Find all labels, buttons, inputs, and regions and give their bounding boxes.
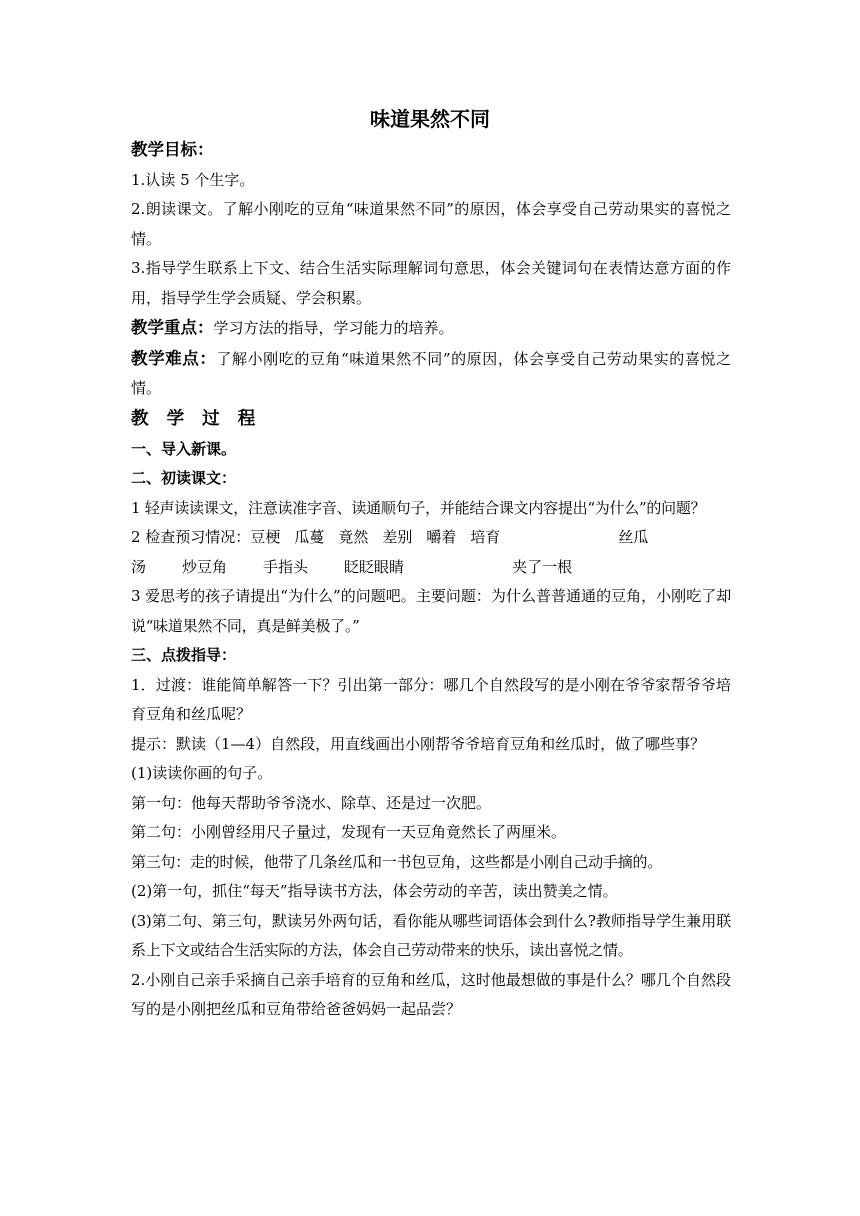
- section2-item-2-cont: [131, 553, 731, 583]
- section2-item-2: [131, 523, 731, 553]
- section3-item-1: 1．过渡：谁能简单解答一下？引出第一部分：哪几个自然段写的是小刚在爷爷家帮爷爷培育豆角和丝瓜呢？: [131, 675, 731, 723]
- vocab-word: 豆梗: [250, 528, 281, 546]
- vocab-word: 瓜蔓: [294, 528, 325, 546]
- vocab-word: 眨眨眼睛: [344, 557, 405, 576]
- section3-sub-3: (3)第二句、第三句，默读另外两句话，看你能从哪些词语体会到什么?教师指导学生兼用联系上下文或结合生活实际的方法，体会自己劳动带来的快乐，读出喜悦之情。: [131, 911, 731, 959]
- section2-heading: [131, 464, 731, 494]
- sentence-3: 第三句：走的时候，他带了几条丝瓜和一书包豆角，这些都是小刚自己动手摘的。: [131, 852, 663, 871]
- section3-hint: 提示：默读（1—4）自然段，用直线画出小刚帮爷爷培育豆角和丝瓜时，做了哪些事？: [131, 734, 706, 753]
- objective-item-2: 2.朗读课文。了解小刚吃的豆角“味道果然不同”的原因，体会享受自己劳动果实的喜悦之情。: [131, 200, 731, 248]
- sentence-1: 第一句：他每天帮助爷爷浇水、除草、还是过一次肥。: [131, 793, 492, 812]
- vocab-word: 丝瓜: [618, 528, 649, 546]
- vocab-word: 手指头: [263, 557, 309, 576]
- section2-heading-text: 二、初读课文：: [131, 469, 237, 487]
- vocab-word: 嚼着: [426, 528, 457, 546]
- section3-item-2: 2.小刚自己亲手采摘自己亲手培育的豆角和丝瓜，这时他最想做的事是什么？哪几个自然段写的是小刚把丝瓜和豆角带给爸爸妈妈一起品尝？: [131, 970, 731, 1018]
- section1-heading-text: 一、导入新课。: [131, 439, 237, 458]
- vocab-word: 夹了一根: [512, 557, 573, 576]
- section3-heading-text: 三、点拨指导：: [131, 646, 237, 664]
- objective-item-3: 3.指导学生联系上下文、结合生活实际理解词句意思，体会关键词句在表情达意方面的作用，指导学生学会质疑、学会积累。: [131, 259, 731, 307]
- sentence-2: 第二句：小刚曾经用尺子量过，发现有一天豆角竟然长了两厘米。: [131, 823, 567, 841]
- section2-item-3: 3 爱思考的孩子请提出“为什么”的问题吧。主要问题：为什么普普通通的豆角，小刚吃了却说“味道果然不同，真是鲜美极了。”: [131, 587, 731, 635]
- key-point: [131, 313, 731, 344]
- difficulty-text: 了解小刚吃的豆角“味道果然不同”的原因，体会享受自己劳动果实的喜悦之情。: [131, 349, 732, 397]
- objectives-heading-text: 教学目标：: [131, 140, 214, 159]
- vocab-word: 炒豆角: [182, 557, 228, 576]
- key-point-label: 教学重点：: [131, 318, 214, 337]
- vocab-word: 培育: [470, 528, 501, 546]
- vocab-word: 竟然: [338, 528, 369, 546]
- objective-item-1: 1.认读 5 个生字。: [131, 170, 255, 189]
- process-heading: 教 学 过 程: [131, 408, 262, 429]
- section2-item-1: 1 轻声读读课文，注意读准字音、读通顺句子，并能结合课文内容提出“为什么”的问题？: [131, 498, 706, 517]
- section3-heading: [131, 641, 731, 671]
- vocab-word: 差别: [382, 528, 413, 546]
- vocab-word: 汤: [131, 557, 147, 576]
- section1-heading: [131, 435, 731, 465]
- document-body: [131, 135, 731, 1025]
- difficulty: [131, 344, 731, 404]
- difficulty-label: 教学难点：: [131, 348, 217, 368]
- section3-sub-2: (2)第一句，抓住“每天”指导读书方法，体会劳动的辛苦，读出赞美之情。: [131, 882, 618, 900]
- section3-sub-1: (1)读读你画的句子。: [131, 764, 273, 782]
- objectives-heading: [131, 135, 731, 166]
- preview-check-label: 2 检查预习情况：: [131, 528, 251, 546]
- key-point-text: 学习方法的指导，学习能力的培养。: [213, 319, 454, 337]
- document-title: 味道果然不同: [370, 107, 490, 131]
